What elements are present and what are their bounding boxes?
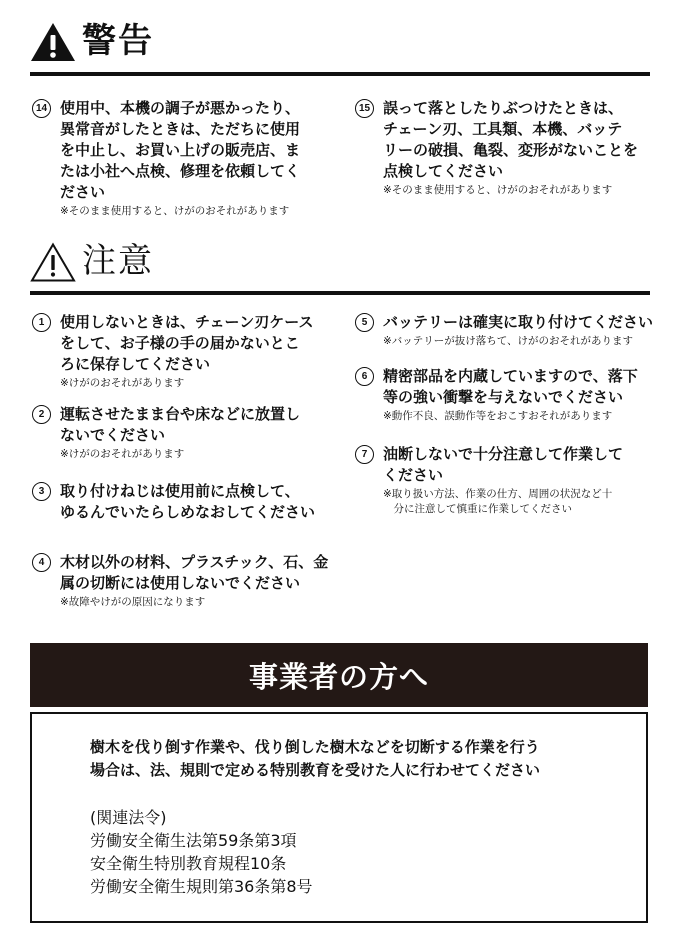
item-note: ※バッテリーが抜け落ちて、けがのおそれがあります bbox=[383, 335, 633, 347]
warning-triangle-icon bbox=[30, 22, 76, 62]
item-note: ※そのまま使用すると、けがのおそれがあります bbox=[60, 205, 290, 217]
caution-triangle-icon bbox=[30, 242, 76, 282]
item-number: 7 bbox=[355, 445, 374, 464]
item-number: 4 bbox=[32, 553, 51, 572]
item-number: 14 bbox=[32, 99, 51, 118]
caution-item-2 bbox=[32, 404, 332, 462]
item-text: 精密部品を内蔵していますので、落下 等の強い衝撃を与えないでください bbox=[383, 367, 638, 406]
item-note: ※けがのおそれがあります bbox=[60, 448, 185, 460]
law-item: 労働安全衛生規則第36条第8号 bbox=[90, 877, 313, 896]
item-text: 油断しないで十分注意して作業して ください bbox=[383, 445, 624, 484]
caution-header bbox=[30, 238, 650, 284]
item-number: 15 bbox=[355, 99, 374, 118]
caution-item-5 bbox=[355, 312, 655, 349]
caution-item-7 bbox=[355, 444, 655, 517]
related-laws bbox=[90, 806, 313, 898]
warning-header bbox=[30, 18, 650, 64]
item-note: ※取り扱い方法、作業の仕方、周囲の状況など十 分に注意して慎重に作業してください bbox=[383, 488, 613, 515]
business-banner: 事業者の方へ bbox=[30, 643, 648, 707]
item-text: 誤って落としたりぶつけたときは、 チェーン刃、工具類、本機、バッテ リーの破損、亀裂、変形がないことを 点検してください bbox=[383, 99, 639, 180]
caution-item-1 bbox=[32, 312, 332, 391]
item-note: ※そのまま使用すると、けがのおそれがあります bbox=[383, 184, 613, 196]
caution-item-3 bbox=[32, 481, 332, 523]
item-note: ※故障やけがの原因になります bbox=[60, 596, 206, 608]
item-note: ※動作不良、誤動作等をおこすおそれがあります bbox=[383, 410, 613, 422]
related-laws-heading: (関連法令) bbox=[90, 808, 167, 827]
item-number: 3 bbox=[32, 482, 51, 501]
item-text: バッテリーは確実に取り付けてください bbox=[383, 313, 654, 331]
warning-item-15 bbox=[355, 98, 655, 198]
caution-item-6 bbox=[355, 366, 655, 424]
warning-divider bbox=[30, 72, 650, 76]
item-number: 1 bbox=[32, 313, 51, 332]
law-item: 労働安全衛生法第59条第3項 bbox=[90, 831, 297, 850]
item-text: 取り付けねじは使用前に点検して、 ゆるんでいたらしめなおしてください bbox=[60, 482, 316, 521]
item-number: 6 bbox=[355, 367, 374, 386]
caution-item-4 bbox=[32, 552, 332, 610]
item-note: ※けがのおそれがあります bbox=[60, 377, 185, 389]
item-number: 2 bbox=[32, 405, 51, 424]
caution-title: 注意 bbox=[82, 241, 154, 281]
warning-item-14 bbox=[32, 98, 332, 219]
business-lead-text: 樹木を伐り倒す作業や、伐り倒した樹木などを切断する作業を行う 場合は、法、規則で定める特別教育を受けた人に行わせてください bbox=[90, 738, 541, 779]
item-number: 5 bbox=[355, 313, 374, 332]
warning-title: 警告 bbox=[82, 21, 154, 61]
item-text: 運転させたまま台や床などに放置し ないでください bbox=[60, 405, 301, 444]
business-notice-box bbox=[30, 712, 648, 923]
law-item: 安全衛生特別教育規程10条 bbox=[90, 854, 287, 873]
caution-divider bbox=[30, 291, 650, 295]
item-text: 木材以外の材料、プラスチック、石、金 属の切断には使用しないでください bbox=[60, 553, 329, 592]
item-text: 使用しないときは、チェーン刃ケース をして、お子様の手の届かないとこ ろに保存してください bbox=[60, 313, 314, 373]
item-text: 使用中、本機の調子が悪かったり、 異常音がしたときは、ただちに使用 を中止し、お買い上げの販売店、ま たは小社へ点検、修理を依頼してく ださい bbox=[60, 99, 301, 201]
